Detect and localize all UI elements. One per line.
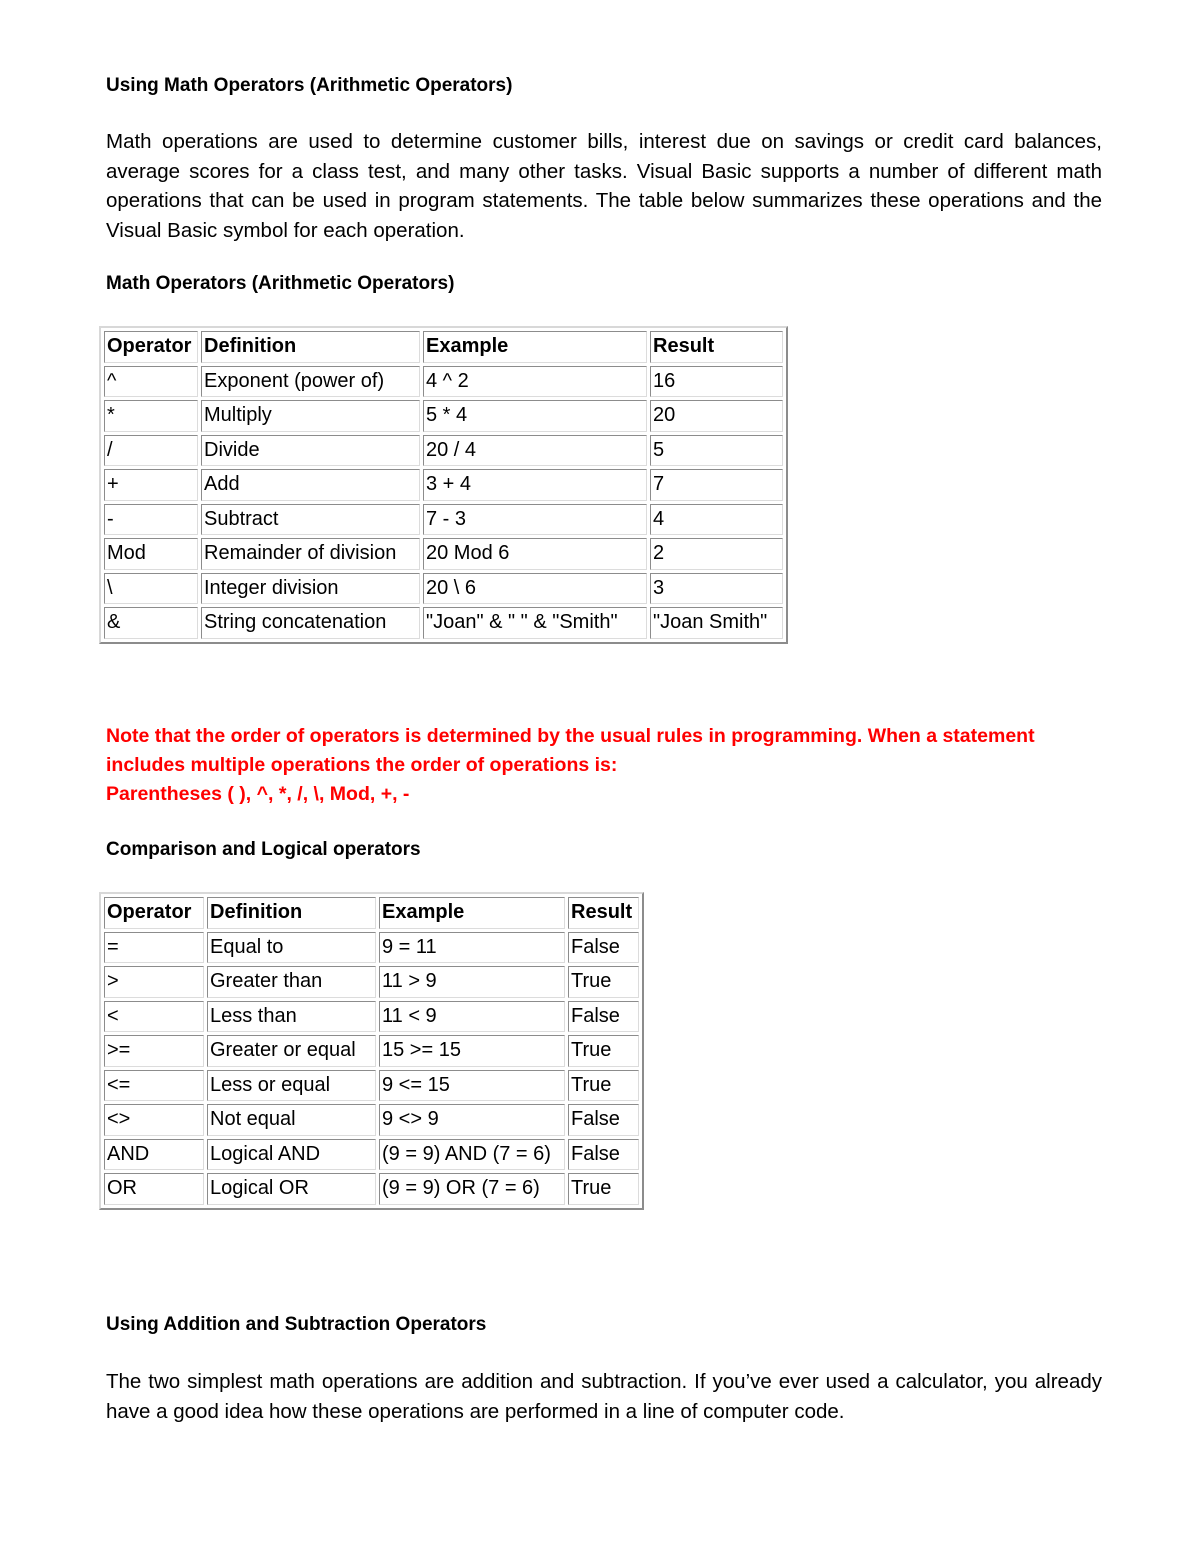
example-cell: 11 > 9 xyxy=(379,966,565,998)
example-cell: "Joan" & " " & "Smith" xyxy=(423,607,647,639)
definition-cell: Greater or equal xyxy=(207,1035,376,1067)
definition-cell: Integer division xyxy=(201,573,420,605)
operator-cell: & xyxy=(104,607,198,639)
table-row xyxy=(104,435,783,467)
definition-cell: Equal to xyxy=(207,932,376,964)
operator-cell: ^ xyxy=(104,366,198,398)
result-cell: True xyxy=(568,1070,639,1102)
header-cell: Result xyxy=(650,331,783,363)
definition-cell: Multiply xyxy=(201,400,420,432)
example-cell: (9 = 9) AND (7 = 6) xyxy=(379,1139,565,1171)
example-cell: 20 / 4 xyxy=(423,435,647,467)
example-cell: 3 + 4 xyxy=(423,469,647,501)
operator-cell: Mod xyxy=(104,538,198,570)
operator-cell: < xyxy=(104,1001,204,1033)
operator-cell: - xyxy=(104,504,198,536)
operator-cell: + xyxy=(104,469,198,501)
result-cell: 16 xyxy=(650,366,783,398)
definition-cell: Add xyxy=(201,469,420,501)
table-row xyxy=(104,607,783,639)
math-operators-table xyxy=(99,326,788,644)
table-row xyxy=(104,538,783,570)
operator-cell: AND xyxy=(104,1139,204,1171)
definition-cell: Less or equal xyxy=(207,1070,376,1102)
example-cell: 11 < 9 xyxy=(379,1001,565,1033)
table-row xyxy=(104,1173,639,1205)
result-cell: "Joan Smith" xyxy=(650,607,783,639)
example-cell: 9 <= 15 xyxy=(379,1070,565,1102)
table-row xyxy=(104,469,783,501)
operator-cell: OR xyxy=(104,1173,204,1205)
header-cell: Definition xyxy=(201,331,420,363)
section-title-addition-subtraction: Using Addition and Subtraction Operators xyxy=(106,1314,487,1335)
table-header-row xyxy=(104,897,639,929)
header-cell: Example xyxy=(379,897,565,929)
comparison-operators-table xyxy=(99,892,644,1210)
table-row xyxy=(104,1070,639,1102)
example-cell: 20 Mod 6 xyxy=(423,538,647,570)
table-row xyxy=(104,966,639,998)
result-cell: True xyxy=(568,966,639,998)
note-precedence-list: Parentheses ( ), ^, *, /, \, Mod, +, - xyxy=(106,783,410,805)
operator-cell: <= xyxy=(104,1070,204,1102)
operator-cell: = xyxy=(104,932,204,964)
intro-paragraph: Math operations are used to determine customer bills, interest due on savings or credit card balances, average scores for a class test, and many other tasks. Visual Basic supports a number of different math operations that can be used in program statements. The table below summarizes these operations and the Visual Basic symbol for each operation. xyxy=(106,130,1102,242)
example-cell: 9 = 11 xyxy=(379,932,565,964)
definition-cell: Logical OR xyxy=(207,1173,376,1205)
definition-cell: Divide xyxy=(201,435,420,467)
example-cell: (9 = 9) OR (7 = 6) xyxy=(379,1173,565,1205)
table-header-row xyxy=(104,331,783,363)
comparison-table-title: Comparison and Logical operators xyxy=(106,839,421,860)
definition-cell: Remainder of division xyxy=(201,538,420,570)
header-cell: Operator xyxy=(104,897,204,929)
definition-cell: Exponent (power of) xyxy=(201,366,420,398)
table-row xyxy=(104,932,639,964)
operator-cell: * xyxy=(104,400,198,432)
header-cell: Definition xyxy=(207,897,376,929)
result-cell: 7 xyxy=(650,469,783,501)
definition-cell: Greater than xyxy=(207,966,376,998)
note-line: includes multiple operations the order of operations is: xyxy=(106,754,618,776)
table-row xyxy=(104,400,783,432)
result-cell: True xyxy=(568,1173,639,1205)
operator-cell: > xyxy=(104,966,204,998)
definition-cell: Not equal xyxy=(207,1104,376,1136)
table-row xyxy=(104,1104,639,1136)
result-cell: False xyxy=(568,932,639,964)
example-cell: 4 ^ 2 xyxy=(423,366,647,398)
result-cell: 2 xyxy=(650,538,783,570)
result-cell: False xyxy=(568,1139,639,1171)
header-cell: Example xyxy=(423,331,647,363)
example-cell: 20 \ 6 xyxy=(423,573,647,605)
operator-precedence-note xyxy=(106,722,1106,809)
result-cell: False xyxy=(568,1001,639,1033)
table-row xyxy=(104,504,783,536)
result-cell: 20 xyxy=(650,400,783,432)
example-cell: 9 <> 9 xyxy=(379,1104,565,1136)
example-cell: 7 - 3 xyxy=(423,504,647,536)
note-line: Note that the order of operators is determined by the usual rules in programming. When a statement xyxy=(106,725,1035,747)
table-row xyxy=(104,573,783,605)
example-cell: 15 >= 15 xyxy=(379,1035,565,1067)
table-row xyxy=(104,1139,639,1171)
example-cell: 5 * 4 xyxy=(423,400,647,432)
operator-cell: \ xyxy=(104,573,198,605)
operator-cell: <> xyxy=(104,1104,204,1136)
definition-cell: String concatenation xyxy=(201,607,420,639)
definition-cell: Subtract xyxy=(201,504,420,536)
result-cell: 4 xyxy=(650,504,783,536)
result-cell: True xyxy=(568,1035,639,1067)
result-cell: 5 xyxy=(650,435,783,467)
definition-cell: Less than xyxy=(207,1001,376,1033)
section-title-math-operators: Using Math Operators (Arithmetic Operators) xyxy=(106,75,513,96)
table-row xyxy=(104,366,783,398)
addition-subtraction-paragraph: The two simplest math operations are addition and subtraction. If you’ve ever used a calculator, you already have a good idea how these operations are performed in a line of computer code. xyxy=(106,1370,1102,1423)
operator-cell: >= xyxy=(104,1035,204,1067)
result-cell: False xyxy=(568,1104,639,1136)
table-row xyxy=(104,1001,639,1033)
table-row xyxy=(104,1035,639,1067)
operator-cell: / xyxy=(104,435,198,467)
math-table-title: Math Operators (Arithmetic Operators) xyxy=(106,273,455,294)
definition-cell: Logical AND xyxy=(207,1139,376,1171)
header-cell: Result xyxy=(568,897,639,929)
result-cell: 3 xyxy=(650,573,783,605)
header-cell: Operator xyxy=(104,331,198,363)
